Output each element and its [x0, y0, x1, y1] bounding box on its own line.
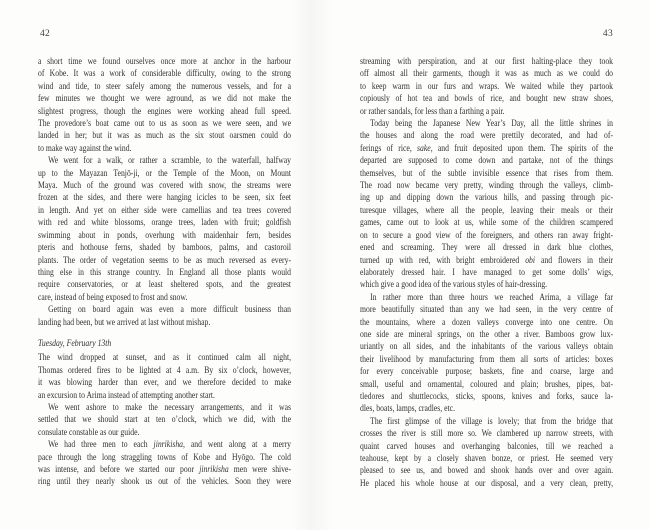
- text-line: few minutes we thought we were aground, as we did not make the: [38, 93, 292, 105]
- text-line: an excursion to Arima instead of attempting another start.: [38, 389, 215, 401]
- text-line: The wind dropped at sunset, and as it continued calm all night,: [38, 352, 292, 364]
- text-line: swimming about in ponds, overhung with maidenhair fern, besides: [38, 229, 292, 241]
- text-line: landing had been, but we arrived at last without mishap.: [38, 316, 211, 328]
- text-line: In rather more than three hours we reached Arima, a village far: [370, 291, 614, 303]
- text-line: pteris and hothouse ferns, shaded by bamboos, palms, and castoroil: [38, 242, 292, 254]
- paragraph: [38, 304, 291, 329]
- text-line: which give a good idea of the various styles of hair-dressing.: [360, 279, 548, 291]
- text-line: off almost all their garments, though it was as much as we could do: [360, 68, 614, 80]
- text-line: ened and screaming. They were all dressed in dark blue clothes,: [360, 242, 614, 254]
- text-line: to keep warm in our furs and wraps. We waited while they partook: [360, 80, 614, 92]
- text-line: small, useful and ornamental, coloured and plain; brushes, pipes, bat-: [360, 378, 614, 390]
- text-line: tledores and shuttlecocks, sticks, spoons, knives and forks, sauce la-: [360, 390, 614, 402]
- page-right-text-column: [360, 56, 613, 490]
- paragraph: [38, 56, 291, 155]
- text-line: themselves, but of the subtle invisible essence that rises from them.: [360, 167, 614, 179]
- text-line: thing else in this strange country. In England all those plants would: [38, 266, 292, 278]
- text-line: settled that we should start at ten o’clock, which we did, with the: [38, 414, 292, 426]
- text-line: The provedore’s boat came out to us as soon as we were seen, and we: [38, 118, 292, 130]
- text-line: He placed his whole house at our disposal, and a very clean, pretty,: [360, 477, 614, 489]
- gutter-shadow: [292, 0, 334, 530]
- text-line: Getting on board again was even a more difficult business than: [48, 304, 292, 316]
- paragraph: [38, 155, 291, 304]
- text-line: games, came out to look at us, while some of the children scampered: [360, 217, 614, 229]
- text-line: consulate constable as our guide.: [38, 426, 140, 438]
- text-line: landed in her; but it was as much as the six stout oarsmen could do: [38, 130, 292, 142]
- text-line: up to the Mayazan Tenjō-ji, or the Temple of the Moon, on Mount: [38, 167, 292, 179]
- text-line: more beautifully situated than any we had seen, in the very centre of: [360, 304, 614, 316]
- text-line: turned up with red, with bright embroidered obi and flowers in their: [360, 254, 614, 266]
- text-line: turesque villages, where all the people, leaving their meals or their: [360, 204, 614, 216]
- text-line: it was blowing harder than ever, and we therefore decided to make: [38, 377, 292, 389]
- paragraph: [38, 402, 291, 439]
- text-line: Tuesday, February 13th: [38, 337, 112, 349]
- text-line: copiously of hot tea and bowls of rice, and bought new straw shoes,: [360, 93, 614, 105]
- text-line: pleased to see us, and bowed and shook hands over and over again.: [360, 465, 614, 477]
- text-line: with red and white blossoms, orange trees, laden with fruit; goldfish: [38, 217, 292, 229]
- text-line: elaborately dressed hair. I have managed to get some dolls’ wigs,: [360, 266, 614, 278]
- text-line: uriantly on all sides, and the inhabitants of the various valleys obtain: [360, 341, 614, 353]
- text-line: teahouse, kept by a closely shaven bonze, or priest. He seemed very: [360, 453, 614, 464]
- text-line: one side are mineral springs, on the other a river. Bamboos grow lux-: [360, 328, 614, 340]
- page-number-right: 43: [602, 29, 613, 39]
- text-line: require conservatories, or at least sheltered spots, and the greatest: [38, 279, 292, 291]
- text-line: in length. And yet on either side were camellias and tea trees covered: [38, 204, 292, 216]
- text-line: the houses and along the road were prettily decorated, and had of-: [360, 130, 614, 142]
- text-line: plants. The order of vegetation seems to be as much reversed as every-: [38, 254, 292, 266]
- text-line: quaint carved houses and overhanging balconies, till we reached a: [360, 440, 614, 452]
- text-line: We went ashore to make the necessary arrangements, and it was: [48, 401, 292, 413]
- text-line: frozen at the sides, and there were hanging icicles to be seen, six feet: [38, 192, 292, 204]
- text-line: We had three men to each jinrikisha, and went along at a merry: [48, 439, 292, 451]
- text-line: ferings of rice, sake, and fruit deposited upon them. The spirits of the: [360, 142, 614, 154]
- text-line: a short time we found ourselves once more at anchor in the harbour: [38, 56, 292, 67]
- paragraph: [38, 439, 291, 489]
- text-line: Maya. Much of the ground was covered with snow, the streams were: [38, 180, 292, 192]
- text-line: We went for a walk, or rather a scramble, to the waterfall, halfway: [48, 155, 292, 167]
- page-number-left: 42: [40, 29, 51, 39]
- text-line: Thomas ordered fires to be lighted at 4 a.m. By six o’clock, however,: [38, 364, 292, 376]
- text-line: pace through the long straggling towns of Kobe and Hyōgo. The cold: [38, 451, 292, 463]
- text-line: care, instead of being exposed to frost and snow.: [38, 291, 188, 303]
- text-line: on to secure a good view of the foreigners, and others ran away fright-: [360, 229, 614, 241]
- text-line: departed are supposed to come down and partake, not of the things: [360, 155, 614, 167]
- paragraph: [360, 56, 613, 118]
- text-line: dles, boats, lamps, cradles, etc.: [360, 403, 456, 415]
- text-line: The road now became very pretty, winding through the valleys, climb-: [360, 180, 614, 192]
- paragraph: [360, 118, 613, 292]
- paragraph: [38, 352, 291, 402]
- text-line: for every conceivable purpose; baskets, fine and coarse, large and: [360, 366, 614, 378]
- text-line: their livelihood by manufacturing from them all sorts of articles: boxes: [360, 353, 614, 365]
- text-line: slightest progress, though the engines were working ahead full speed.: [38, 105, 292, 117]
- text-line: wind and tide, to steer safely among the numerous vessels, and for a: [38, 80, 292, 92]
- text-line: of Kobe. It was a work of considerable difficulty, owing to the strong: [38, 68, 292, 80]
- diary-entry-date-heading: [38, 338, 291, 350]
- text-line: or rather sandals, for less than a farthing a pair.: [360, 105, 505, 117]
- text-line: Today being the Japanese New Year’s Day, all the little shrines in: [370, 118, 614, 130]
- text-line: the mountains, where a dozen valleys converge into one centre. On: [360, 316, 614, 328]
- text-line: ring until they nearly shook us out of the vehicles. Soon they were: [38, 476, 292, 488]
- text-line: to make way against the wind.: [38, 142, 132, 154]
- text-line: crosses the river is still more so. We clambered up narrow streets, with: [360, 428, 614, 440]
- paragraph: [360, 416, 613, 490]
- page-left-text-column: [38, 56, 291, 489]
- text-line: streaming with perspiration, and at our first halting-place they took: [360, 56, 614, 67]
- paragraph: [360, 292, 613, 416]
- text-line: ing up and dipping down the various hills, and passing through pic-: [360, 192, 614, 204]
- text-line: The first glimpse of the village is lovely; that from the bridge that: [370, 415, 614, 427]
- text-line: was intense, and before we started our poor jinrikisha men were shive-: [38, 464, 292, 475]
